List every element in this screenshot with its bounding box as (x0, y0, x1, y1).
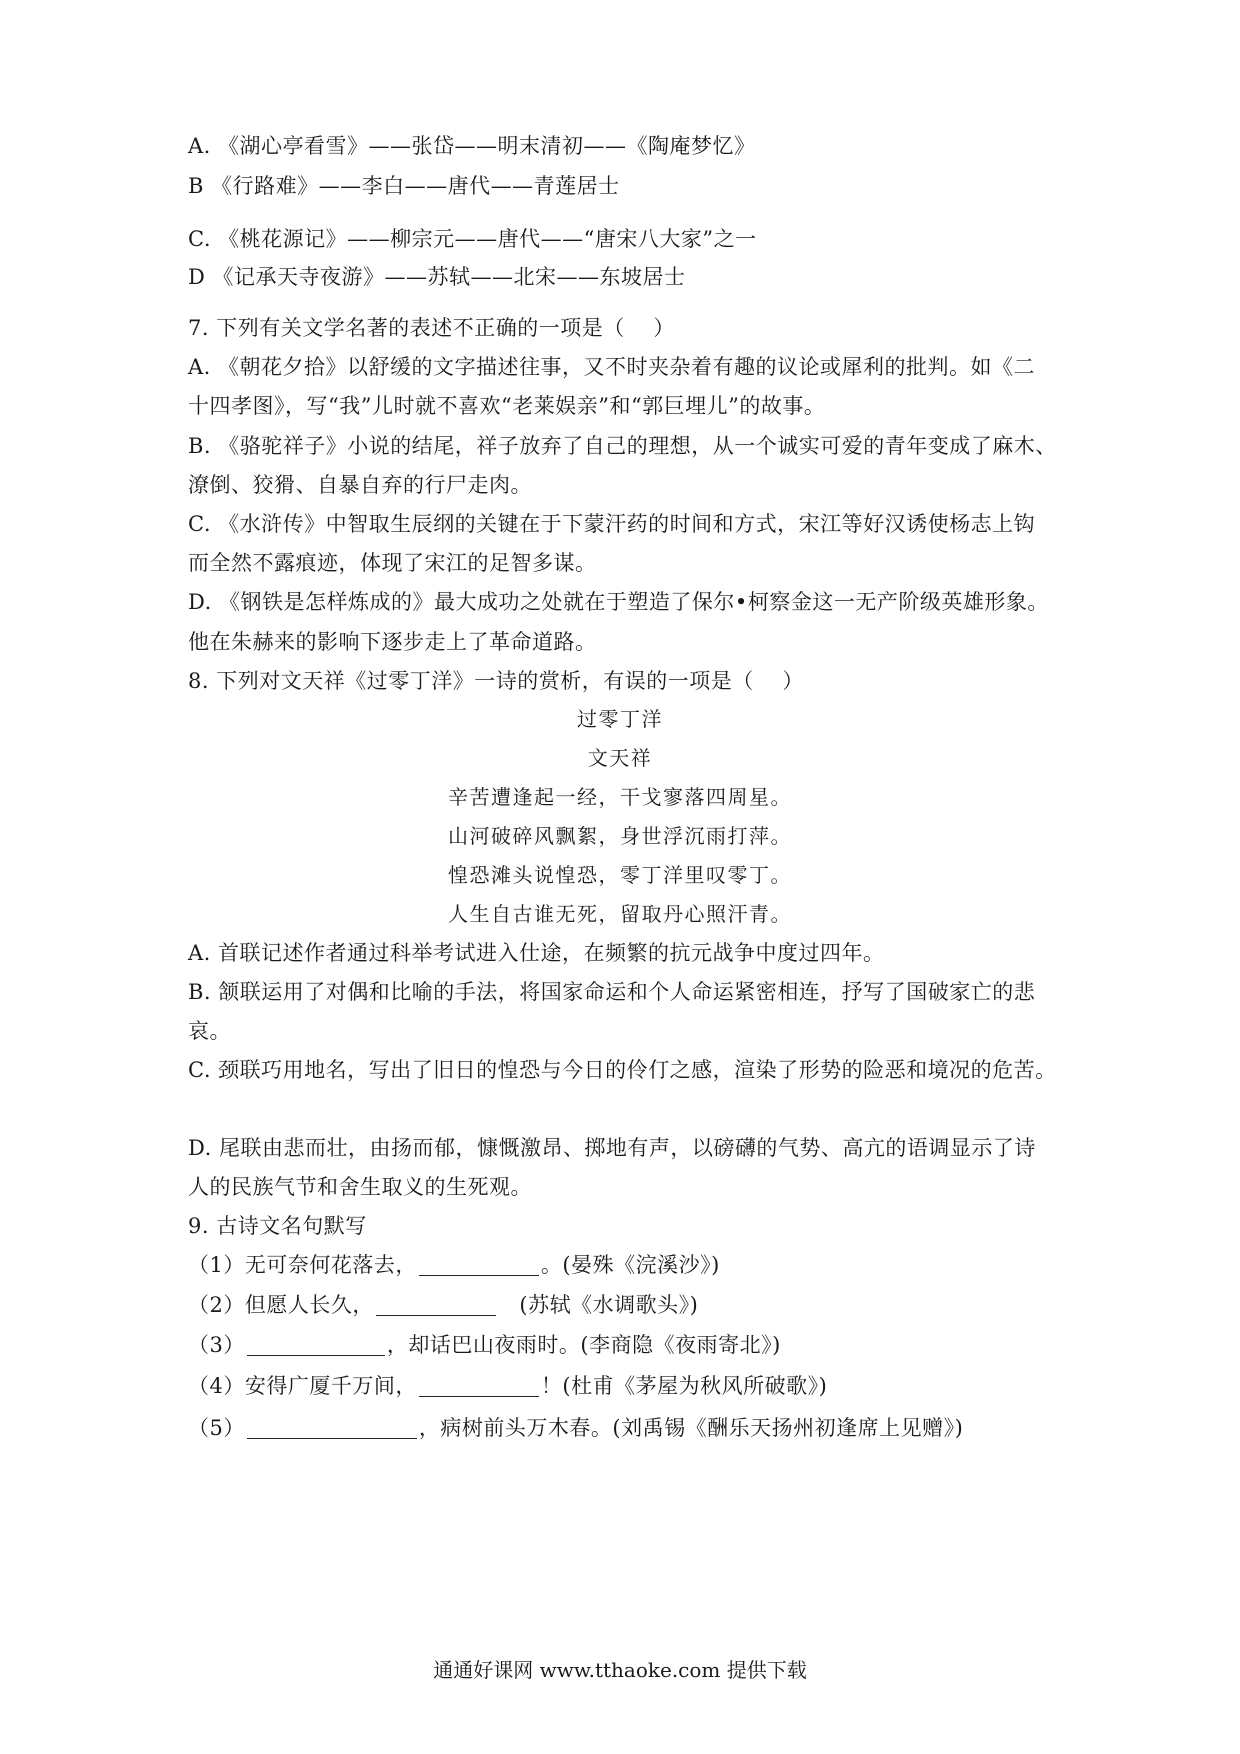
poem-author: 文天祥 (587, 746, 653, 770)
q8-option-b-line1: B. 颔联运用了对偶和比喻的手法，将国家命运和个人命运紧密相连，抒写了国破家亡的悲 (188, 980, 1036, 1004)
q7-option-c-line1: C. 《水浒传》中智取生辰纲的关键在于下蒙汗药的时间和方式，宋江等好汉诱使杨志上钩 (188, 512, 1036, 536)
answer-blank[interactable] (376, 1293, 496, 1316)
page-footer: 通通好课网 www.tthaoke.com 提供下载 (433, 1658, 807, 1682)
q8-option-d-line1: D. 尾联由悲而壮，由扬而郁，慷慨激昂、掷地有声，以磅礴的气势、高亢的语调显示了诗 (188, 1136, 1036, 1160)
q7-stem: 7. 下列有关文学名著的表述不正确的一项是（ ） (188, 316, 675, 340)
q8-option-b-line2: 哀。 (188, 1019, 231, 1043)
fill-item-suffix: 。(晏殊《浣溪沙》) (540, 1253, 720, 1277)
q7-option-a-line2: 十四孝图》，写“我”儿时就不喜欢“老莱娱亲”和“郭巨埋儿”的故事。 (188, 394, 826, 418)
q7-option-b-line2: 潦倒、狡猾、自暴自弃的行尸走肉。 (188, 473, 532, 497)
fill-item (188, 1413, 963, 1443)
fill-item-suffix: ！(杜甫《茅屋为秋风所破歌》) (540, 1374, 828, 1398)
fill-item (188, 1330, 781, 1360)
fill-item-number: （4） (188, 1374, 245, 1398)
fill-item-number: （2） (188, 1293, 245, 1317)
fill-item-number: （5） (188, 1416, 245, 1440)
q6-option-c: C. 《桃花源记》——柳宗元——唐代——“唐宋八大家”之一 (188, 227, 757, 251)
q7-option-d-line1: D. 《钢铁是怎样炼成的》最大成功之处就在于塑造了保尔•柯察金这一无产阶级英雄形象。 (188, 590, 1049, 614)
poem-line: 山河破碎风飘絮，身世浮沉雨打萍。 (448, 824, 792, 848)
q7-option-a-line1: A. 《朝花夕拾》以舒缓的文字描述往事，又不时夹杂着有趣的议论或犀利的批判。如《二 (188, 355, 1036, 379)
fill-item-suffix: ，却话巴山夜雨时。(李商隐《夜雨寄北》) (386, 1333, 781, 1357)
poem-title: 过零丁洋 (577, 707, 663, 731)
q7-option-c-line2: 而全然不露痕迹，体现了宋江的足智多谋。 (188, 551, 597, 575)
fill-item-prefix: 安得广厦千万间， (244, 1374, 417, 1398)
q8-option-a: A. 首联记述作者通过科举考试进入仕途，在频繁的抗元战争中度过四年。 (188, 941, 885, 965)
q8-option-d-line2: 人的民族气节和舍生取义的生死观。 (188, 1175, 532, 1199)
fill-item-suffix: ，病树前头万木春。(刘禹锡《酬乐天扬州初逢席上见赠》) (418, 1416, 964, 1440)
answer-blank[interactable] (419, 1374, 539, 1397)
fill-item-prefix: 但愿人长久， (244, 1293, 374, 1317)
q8-option-c: C. 颈联巧用地名，写出了旧日的惶恐与今日的伶仃之感，渲染了形势的险恶和境况的危苦。 (188, 1058, 1057, 1082)
fill-item-number: （1） (188, 1253, 245, 1277)
fill-item (188, 1371, 827, 1401)
fill-item-suffix: (苏轼《水调歌头》) (497, 1293, 699, 1317)
fill-item (188, 1250, 720, 1280)
poem-line: 人生自古谁无死，留取丹心照汗青。 (448, 902, 792, 926)
answer-blank[interactable] (247, 1416, 417, 1439)
q6-option-b: B 《行路难》——李白——唐代——青莲居士 (188, 174, 620, 198)
fill-item (188, 1290, 698, 1320)
answer-blank[interactable] (419, 1253, 539, 1276)
answer-blank[interactable] (247, 1333, 385, 1356)
q9-stem: 9. 古诗文名句默写 (188, 1214, 367, 1238)
fill-item-prefix: 无可奈何花落去， (244, 1253, 417, 1277)
poem-line: 辛苦遭逢起一经，干戈寥落四周星。 (448, 785, 792, 809)
poem-line: 惶恐滩头说惶恐，零丁洋里叹零丁。 (448, 863, 792, 887)
q7-option-d-line2: 他在朱赫来的影响下逐步走上了革命道路。 (188, 630, 597, 654)
fill-item-number: （3） (188, 1333, 245, 1357)
q7-option-b-line1: B. 《骆驼祥子》小说的结尾，祥子放弃了自己的理想，从一个诚实可爱的青年变成了麻木、 (188, 434, 1057, 458)
q6-option-a: A. 《湖心亭看雪》——张岱——明末清初——《陶庵梦忆》 (188, 134, 756, 158)
q6-option-d: D 《记承天寺夜游》——苏轼——北宋——东坡居士 (188, 265, 686, 289)
q8-stem: 8. 下列对文天祥《过零丁洋》一诗的赏析，有误的一项是（ ） (188, 669, 804, 693)
